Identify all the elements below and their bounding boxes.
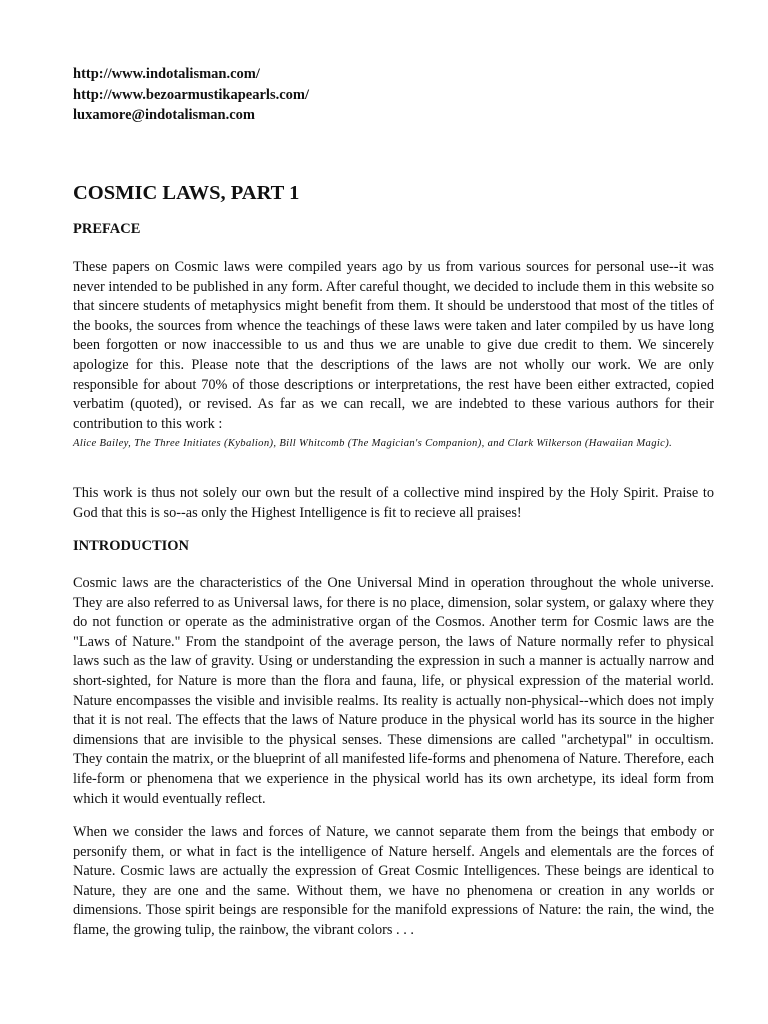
preface-heading: PREFACE <box>73 221 141 237</box>
introduction-heading: INTRODUCTION <box>73 538 190 554</box>
email-link[interactable]: luxamore@indotalisman.com <box>73 107 255 123</box>
header-links <box>73 64 714 126</box>
document-page <box>73 64 714 938</box>
website-link-indotalisman[interactable]: http://www.indotalisman.com/ <box>73 66 260 82</box>
introduction-paragraph-1: Cosmic laws are the characteristics of the One Universal Mind in operation throughout the whole universe. They are also referred to as Universal laws, for there is no place, dimension, solar system, or galaxy where they do not function or operate as the administrative organ of the Cosmos. Another term for Cosmic laws are the "Laws of Nature." From the standpoint of the average person, the laws of Nature normally refer to physical laws such as the law of gravity. Using or understanding the expression in such a manner is actually narrow and short-sighted, for Nature is more than the flora and fauna, life, or physical expression of the material world. Nature encompasses the visible and invisible realms. Its reality is actually non-physical--which does not imply that it is not real. The effects that the laws of Nature produce in the physical world has its source in the higher dimensions that are invisible to the physical senses. These dimensions are called "archetypal" in occultism. They contain the matrix, or the blueprint of all manifested life-forms and phenomena of Nature. Therefore, each life-form or phenomena that we experience in the physical world has its own archetype, its ideal form from which it would eventually reflect. <box>73 575 714 807</box>
introduction-paragraph-2: When we consider the laws and forces of Nature, we cannot separate them from the beings that embody or personify them, or what in fact is the intelligence of Nature herself. Angels and elementals are the forces of Nature. Cosmic laws are actually the expression of Great Cosmic Intelligences. These beings are identical to Nature, they are one and the same. Without them, we have no phenomena or creation in any worlds or dimensions. Those spirit beings are responsible for the manifold expressions of Nature: the rain, the wind, the flame, the growing tulip, the rainbow, the vibrant colors . . . <box>73 824 714 938</box>
page-title: COSMIC LAWS, PART 1 <box>73 182 300 204</box>
preface-authors: Alice Bailey, The Three Initiates (Kybalion), Bill Whitcomb (The Magician's Companion), and Clark Wilkerson (Hawaiian Magic). <box>73 438 673 449</box>
preface-paragraph: These papers on Cosmic laws were compiled years ago by us from various sources for personal use--it was never intended to be published in any form. After careful thought, we decided to include them in this website so that sincere students of metaphysics might benefit from them. It should be understood that most of the titles of the books, the sources from whence the teachings of these laws were taken and later compiled by us have long been forgotten or now inaccessible to us and thus we are unable to give due credit to them. We sincerely apologize for this. Please note that the descriptions of the laws are not wholly our work. We are only responsible for about 70% of those descriptions or interpretations, the rest have been either extracted, copied verbatim (quoted), or revised. As far as we can recall, we are indebted to these various authors for their contribution to this work : <box>73 259 714 432</box>
website-link-bezoarmustikapearls[interactable]: http://www.bezoarmustikapearls.com/ <box>73 86 310 103</box>
preface-closing: This work is thus not solely our own but the result of a collective mind inspired by the Holy Spirit. Praise to God that this is so--as only the Highest Intelligence is fit to recieve all praises! <box>73 485 714 521</box>
